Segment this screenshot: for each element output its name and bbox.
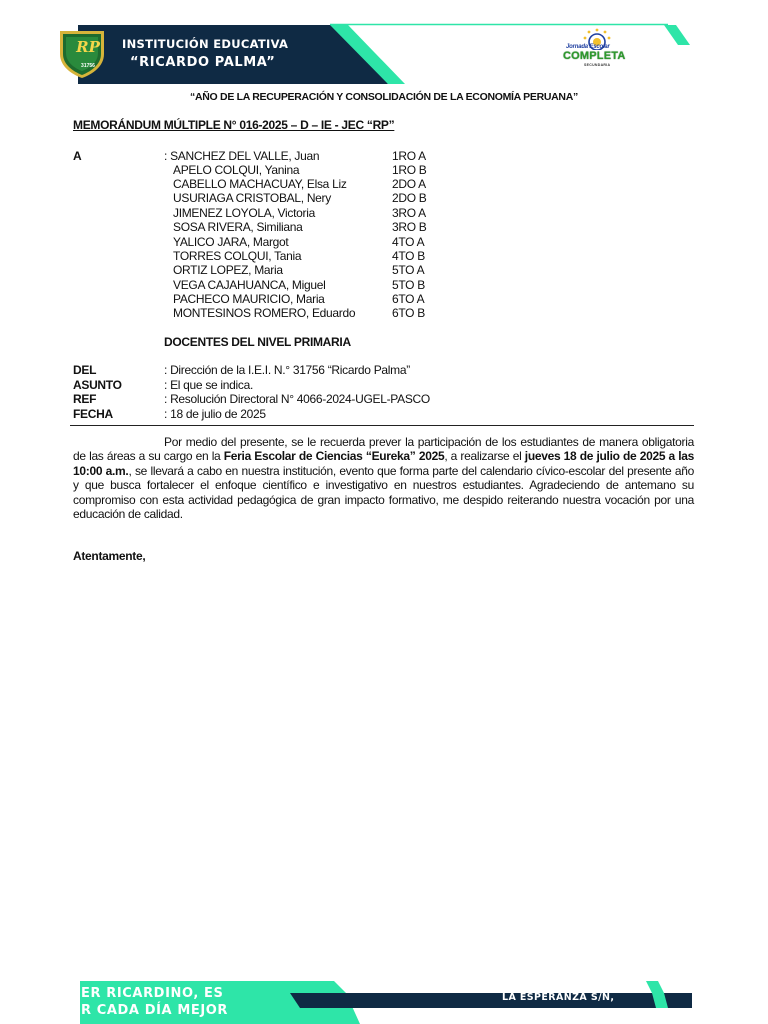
jec-logo xyxy=(560,28,632,68)
recipient-grade: 1RO B xyxy=(392,163,427,177)
recipient-name: TORRES COLQUI, Tania xyxy=(173,249,302,263)
field-label-ref: REF xyxy=(73,392,97,406)
event-datetime: jueves 18 de julio de 2025 a las 10:00 a.m. xyxy=(73,449,694,478)
letterhead-banner xyxy=(0,0,768,90)
field-label-asunto: ASUNTO xyxy=(73,378,122,392)
recipient-grade: 3RO A xyxy=(392,206,426,220)
recipient-name: CABELLO MACHACUAY, Elsa Liz xyxy=(173,177,347,191)
recipient-grade: 2DO B xyxy=(392,191,427,205)
recipient-name: MONTESINOS ROMERO, Eduardo xyxy=(173,306,356,320)
field-value-fecha: : 18 de julio de 2025 xyxy=(164,407,266,421)
recipient-grade: 5TO B xyxy=(392,278,425,292)
jec-logo-main: COMPLETA xyxy=(563,50,626,62)
banner-graphics xyxy=(0,0,768,90)
recipient-grade: 2DO A xyxy=(392,177,426,191)
institution-name-line1: INSTITUCIÓN EDUCATIVA xyxy=(122,37,289,51)
recipient-name: YALICO JARA, Margot xyxy=(173,235,289,249)
field-label-del: DEL xyxy=(73,363,97,377)
jec-logo-sub: SECUNDARIA xyxy=(584,63,611,67)
footer-banner xyxy=(0,975,768,1024)
recipient-grade: 4TO B xyxy=(392,249,425,263)
recipient-name: APELO COLQUI, Yanina xyxy=(173,163,300,177)
footer-motto-line2: R CADA DÍA MEJOR xyxy=(81,1003,229,1018)
recipient-grade: 5TO A xyxy=(392,263,425,277)
footer-motto xyxy=(81,985,228,1019)
recipient-grade: 1RO A xyxy=(392,149,426,163)
event-name: Feria Escolar de Ciencias “Eureka” 2025 xyxy=(223,449,445,464)
recipient-name: ORTIZ LOPEZ, Maria xyxy=(173,263,283,277)
recipient-name: PACHECO MAURICIO, Maria xyxy=(173,292,325,306)
field-value-del: : Dirección de la I.E.I. N.° 31756 “Ricardo Palma” xyxy=(164,363,410,377)
body-text: Por medio del presente, se le recuerda prever la participación de los estudiantes de manera obligatoria de las áreas a su cargo en la xyxy=(73,435,694,464)
memo-title: MEMORÁNDUM MÚLTIPLE N° 016-2025 – D – IE - JEC “RP” xyxy=(73,118,395,132)
recipient-name: JIMENEZ LOYOLA, Victoria xyxy=(173,206,315,220)
jec-logo-top: Jornada Escolar xyxy=(566,44,610,50)
field-label-fecha: FECHA xyxy=(73,407,113,421)
institution-name-line2: “RICARDO PALMA” xyxy=(130,55,276,70)
header-divider xyxy=(70,425,694,426)
footer-address: LA ESPERANZA S/N, xyxy=(502,992,615,1003)
field-value-ref: : Resolución Directoral N° 4066-2024-UGEL-PASCO xyxy=(164,392,430,406)
recipient-grade: 3RO B xyxy=(392,220,427,234)
field-value-asunto: : El que se indica. xyxy=(164,378,254,392)
body-text: , a realizarse el xyxy=(444,449,525,464)
recipient-name: : SANCHEZ DEL VALLE, Juan xyxy=(164,149,320,163)
recipients-label: A xyxy=(73,149,82,163)
crest-initials: RP xyxy=(76,38,100,56)
recipient-grade: 6TO A xyxy=(392,292,425,306)
recipient-name: USURIAGA CRISTOBAL, Nery xyxy=(173,191,331,205)
year-motto: “AÑO DE LA RECUPERACIÓN Y CONSOLIDACIÓN DE LA ECONOMÍA PERUANA” xyxy=(190,91,578,103)
recipients-group-heading: DOCENTES DEL NIVEL PRIMARIA xyxy=(164,335,351,349)
recipient-name: VEGA CAJAHUANCA, Miguel xyxy=(173,278,326,292)
memo-body-paragraph xyxy=(73,435,694,521)
recipient-grade: 6TO B xyxy=(392,306,425,320)
crest-number: 31756 xyxy=(81,63,95,69)
footer-motto-line1: ER RICARDINO, ES xyxy=(81,986,224,1001)
recipient-grade: 4TO A xyxy=(392,235,425,249)
body-text: , se llevará a cabo en nuestra institución, evento que forma parte del calendario cívico-escolar del presente año y que busca fortalecer el enfoque científico e investigativo en nuestros estudiantes. Agradeciendo de antemano su compromiso con esta actividad pedagógica de gran impacto formativo, me despido reiterando nuestra vocación por una educación de calidad. xyxy=(73,463,695,522)
closing-salutation: Atentamente, xyxy=(73,549,146,563)
recipient-name: SOSA RIVERA, Similiana xyxy=(173,220,303,234)
